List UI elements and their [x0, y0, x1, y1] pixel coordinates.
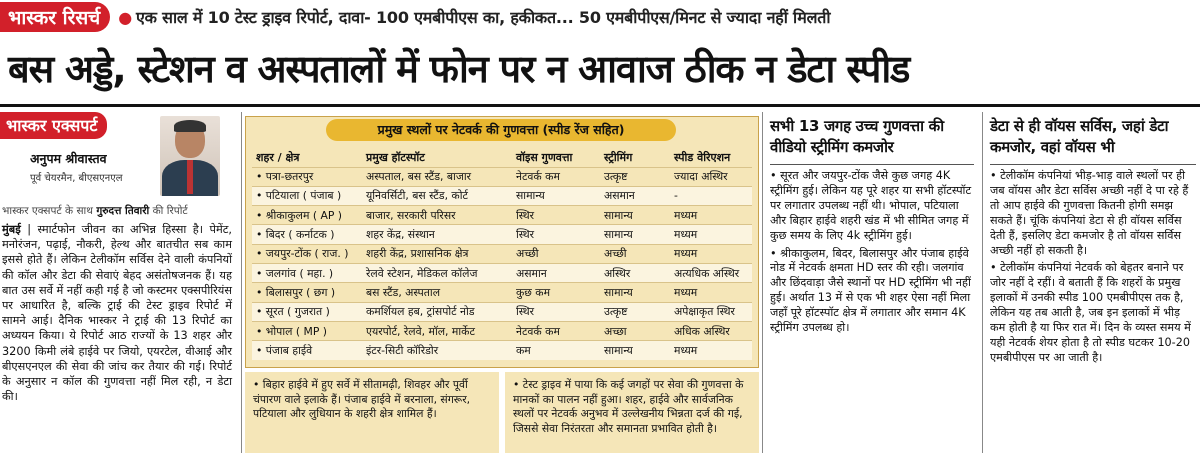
cell-voice: नेटवर्क कम: [512, 321, 600, 340]
streaming-para: • श्रीकाकुलम, बिदर, बिलासपुर और पंजाब हाईवे नोड में नेटवर्क क्षमता HD स्तर की रही। जलगांव और छिंदवाड़ा जैसे स्थानों पर HD स्ट्रीमिंग भी नहीं हुई। अर्थात 13 में से एक भी शहर ऐसा नहीं मिला जहाँ पूरे हॉटस्पॉट क्षेत्र में लगातार और समान 4K स्ट्रीमिंग उपलब्ध हो।: [770, 246, 971, 335]
cell-speed: मध्यम: [670, 341, 752, 360]
avatar-tie: [187, 160, 193, 194]
cell-speed: अत्यधिक अस्थिर: [670, 263, 752, 282]
network-quality-table-box: [245, 116, 759, 368]
expert-avatar: [160, 116, 220, 196]
table-row: [252, 244, 752, 263]
cell-speed: ज्यादा अस्थिर: [670, 167, 752, 186]
expert-column: [0, 112, 238, 453]
cell-speed: मध्यम: [670, 283, 752, 302]
voice-data-para: • टेलीकॉम कंपनियां भीड़-भाड़ वाले स्थलों पर ही जब वॉयस और डेटा सर्विस अच्छी नहीं दे पा रहे हैं तो आप हाईवे की गुणवत्ता कितनी होगी समझ सकते हैं। चूंकि कंपनियां डेटा से ही वॉयस सर्विस देती हैं, इसलिए डेटा कमजोर है तो वॉयस सर्विस अच्छी नहीं हो सकती है।: [990, 169, 1189, 257]
cell-city: • पत्रा-छतरपुर: [252, 167, 362, 186]
cell-city: • सूरत ( गुजरात ): [252, 302, 362, 321]
cell-hotspot: अस्पताल, बस स्टैंड, बाजार: [362, 167, 512, 186]
cell-hotspot: बस स्टैंड, अस्पताल: [362, 283, 512, 302]
cell-speed: मध्यम: [670, 225, 752, 244]
dateline: मुंबई: [2, 223, 21, 236]
cell-city: • बिदर ( कर्नाटक ): [252, 225, 362, 244]
avatar-hair: [174, 120, 206, 132]
cell-hotspot: इंटर-सिटी कॉरिडोर: [362, 341, 512, 360]
table-row: [252, 341, 752, 360]
cell-hotspot: यूनिवर्सिटी, बस स्टैंड, कोर्ट: [362, 186, 512, 205]
research-strip: [0, 0, 1200, 34]
byline-suffix: की रिपोर्ट: [152, 205, 188, 217]
voice-data-para: • टेलीकॉम कंपनियां नेटवर्क को बेहतर बनाने पर जोर नहीं दे रहीं। वे बताती हैं कि शहरों के प्रमुख इलाकों में उनकी स्पीड 100 एमबीपीएस तक है, लेकिन यह तब आती है, जब इन इलाकों में भीड़ कम होती है या फिर रात में। दिन के व्यस्त समय में यही नेटवर्क शेयर होता है तो स्पीड घटकर 10-20 एमबीपीएस पर आ जाती है।: [990, 261, 1191, 364]
cell-voice: स्थिर: [512, 225, 600, 244]
table-row: [252, 167, 752, 186]
research-summary-text: एक साल में 10 टेस्ट ड्राइव रिपोर्ट, दावा- 100 एमबीपीएस का, हकीकत... 50 एमबीपीएस/मिनट से ज्यादा नहीं मिलती: [136, 8, 831, 27]
cell-city: • श्रीकाकुलम ( AP ): [252, 206, 362, 225]
expert-name: अनुपम श्रीवास्तव: [30, 151, 107, 166]
column-divider: [982, 112, 983, 453]
cell-speed: अपेक्षाकृत स्थिर: [670, 302, 752, 321]
cell-voice: कुछ कम: [512, 283, 600, 302]
voice-data-column: [986, 112, 1200, 453]
header-hotspot: प्रमुख हॉटस्पॉट: [366, 151, 425, 165]
table-row: [252, 283, 752, 302]
cell-hotspot: कमर्शियल हब, ट्रांसपोर्ट नोड: [362, 302, 512, 321]
heading-underline: [770, 164, 974, 165]
cell-city: • पंजाब हाईवे: [252, 341, 362, 360]
research-badge: भास्कर रिसर्च: [0, 2, 110, 32]
byline-author: गुरुदत्त तिवारी: [96, 205, 150, 217]
cell-streaming: असमान: [600, 186, 670, 205]
cell-voice: स्थिर: [512, 302, 600, 321]
expert-badge: भास्कर एक्सपर्ट: [0, 112, 107, 139]
bullet-icon: ●: [118, 8, 133, 27]
cell-streaming: अस्थिर: [600, 263, 670, 282]
cell-city: • भोपाल ( MP ): [252, 321, 362, 340]
streaming-column: [766, 112, 978, 453]
cell-streaming: अच्छा: [600, 321, 670, 340]
expert-box: [0, 112, 238, 200]
table-row: [252, 302, 752, 321]
byline: [0, 204, 238, 218]
cell-streaming: सामान्य: [600, 341, 670, 360]
cell-speed: अधिक अस्थिर: [670, 321, 752, 340]
header-streaming: स्ट्रीमिंग: [604, 151, 633, 165]
column-divider: [241, 112, 242, 453]
cell-city: • बिलासपुर ( छग ): [252, 283, 362, 302]
cell-voice: स्थिर: [512, 206, 600, 225]
cell-streaming: सामान्य: [600, 283, 670, 302]
cell-streaming: सामान्य: [600, 225, 670, 244]
table-notes: [245, 372, 759, 453]
table-row: [252, 186, 752, 205]
cell-streaming: अच्छी: [600, 244, 670, 263]
network-quality-table: [252, 149, 752, 360]
cell-voice: कम: [512, 341, 600, 360]
cell-streaming: उत्कृष्ट: [600, 302, 670, 321]
cell-voice: अच्छी: [512, 244, 600, 263]
cell-speed: मध्यम: [670, 244, 752, 263]
column-divider: [762, 112, 763, 453]
table-row: [252, 206, 752, 225]
note-bihar-punjab: • बिहार हाईवे में हुए सर्वे में सीतामढ़ी, शिवहर और पूर्वी चंपारण वाले इलाके हैं। पंजाब हाईवे में बरनाला, संगरूर, पटियाला और लुधियान के शहरी क्षेत्र शामिल हैं।: [245, 372, 499, 453]
cell-streaming: उत्कृष्ट: [600, 167, 670, 186]
byline-prefix: भास्कर एक्सपर्ट के साथ: [2, 205, 93, 217]
cell-hotspot: शहर केंद्र, संस्थान: [362, 225, 512, 244]
cell-streaming: सामान्य: [600, 206, 670, 225]
cell-hotspot: बाजार, सरकारी परिसर: [362, 206, 512, 225]
cell-hotspot: एयरपोर्ट, रेलवे, मॉल, मार्केट: [362, 321, 512, 340]
research-summary: [118, 6, 830, 28]
cell-voice: नेटवर्क कम: [512, 167, 600, 186]
table-row: [252, 321, 752, 340]
expert-title: पूर्व चेयरमैन, बीएसएनएल: [30, 173, 123, 184]
cell-speed: -: [670, 186, 752, 205]
cell-city: • पटियाला ( पंजाब ): [252, 186, 362, 205]
cell-speed: मध्यम: [670, 206, 752, 225]
header-city: शहर / क्षेत्र: [256, 151, 300, 165]
cell-city: • जयपुर-टोंक ( राज. ): [252, 244, 362, 263]
cell-hotspot: शहरी केंद्र, प्रशासनिक क्षेत्र: [362, 244, 512, 263]
cell-voice: सामान्य: [512, 186, 600, 205]
streaming-heading: सभी 13 जगह उच्च गुणवत्ता की वीडियो स्ट्रीमिंग कमजोर: [770, 117, 944, 156]
lead-article-body: | स्मार्टफोन जीवन का अभिन्न हिस्सा है। पेमेंट, मनोरंजन, पढ़ाई, नौकरी, हेल्थ और बातचीत सब काम इससे होते हैं। लेकिन टेलीकॉम सर्विस देने वाली कंपनियों की कॉल और डेटा की सेवाएं बेहद असंतोषजनक हैं। यह बात उस सर्वे में नहीं कही गई है जो कस्टमर एक्सपीरियंस पर आधारित है, बल्कि ट्राई की टेस्ट ड्राइव रिपोर्ट में सामने आई। दैनिक भास्कर ने ट्राई की 13 रिपोर्ट का अध्ययन किया। ये रिपोर्ट आठ राज्यों के 13 शहर और 3200 किमी लंबे हाईवे पर जियो, एयरटेल, वीआई और बीएसएनएल की सेवा की जांच कर तैयार की गई। रिपोर्ट के अनुसार न कॉल की गुणवत्ता नहीं मिल रही, न डेटा की।: [2, 223, 232, 404]
cell-voice: असमान: [512, 263, 600, 282]
note-test-drive: • टेस्ट ड्राइव में पाया कि कई जगहों पर सेवा की गुणवत्ता के मानकों का पालन नहीं हुआ। शहर, हाईवे और सार्वजनिक स्थलों पर नेटवर्क अनुभव में उल्लेखनीय भिन्नता दर्ज की गई, जिससे सेवा निरंतरता और समानता प्रभावित होती है।: [505, 372, 759, 453]
table-title: प्रमुख स्थलों पर नेटवर्क की गुणवत्ता (स्पीड रेंज सहित): [326, 119, 676, 141]
table-row: [252, 225, 752, 244]
streaming-para: • सूरत और जयपुर-टोंक जैसे कुछ जगह 4K स्ट्रीमिंग हुई। लेकिन यह पूरे शहर या सभी हॉटस्पॉट पर लगातार उपलब्ध नहीं थी। भोपाल, पटियाला और बिहार हाईवे शहरी खंड में भी सीमित जगह में कुछ समय के लिए 4k स्ट्रीमिंग हुई।: [770, 169, 972, 242]
network-quality-section: [245, 116, 759, 453]
table-row: [252, 263, 752, 282]
heading-underline: [990, 164, 1196, 165]
table-header-row: [252, 149, 752, 167]
cell-hotspot: रेलवे स्टेशन, मेडिकल कॉलेज: [362, 263, 512, 282]
voice-data-heading: डेटा से ही वॉयस सर्विस, जहां डेटा कमजोर, वहां वॉयस भी: [990, 117, 1169, 156]
lead-article: [0, 218, 238, 404]
header-voice: वॉइस गुणवत्ता: [516, 151, 573, 165]
main-headline: बस अड्डे, स्टेशन व अस्पतालों में फोन पर न आवाज ठीक न डेटा स्पीड: [8, 47, 910, 91]
cell-city: • जलगांव ( महा. ): [252, 263, 362, 282]
headline-divider: [0, 104, 1200, 107]
header-speed: स्पीड वेरिएशन: [674, 151, 731, 165]
